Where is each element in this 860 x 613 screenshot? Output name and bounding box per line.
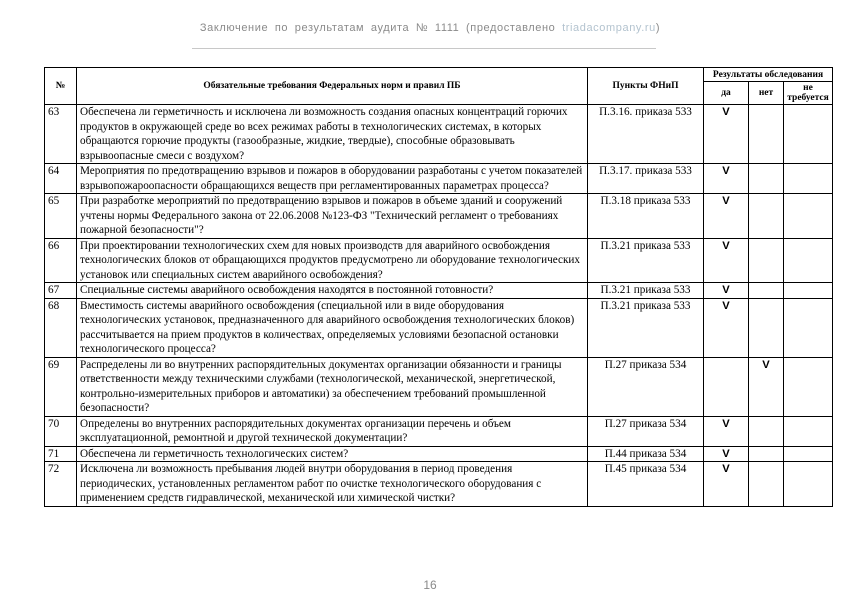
row-no-mark: [749, 298, 784, 357]
header-points: Пункты ФНиП: [588, 68, 704, 105]
row-number: 64: [45, 164, 77, 194]
row-point: П.3.21 приказа 533: [588, 283, 704, 299]
row-no-mark: [749, 416, 784, 446]
row-requirement: Мероприятия по предотвращению взрывов и пожаров в оборудовании разработаны с учетом показателей взрывопожароопасности обращающихся веществ при регламентированных параметрах процесса?: [77, 164, 588, 194]
row-yes-mark: V: [704, 283, 749, 299]
document-header: [0, 22, 860, 34]
row-not-required-mark: [784, 446, 833, 462]
header-requirement: Обязательные требования Федеральных норм и правил ПБ: [77, 68, 588, 105]
row-requirement: Распределены ли во внутренних распорядительных документах организации обязанности и границы ответственности между техническими службами (технологической, механической, энергетической, контрольно-измерительных приборов и автоматики) за обеспечением требований промышленной безопасности?: [77, 357, 588, 416]
page-number: 16: [423, 578, 437, 592]
table-row: [45, 283, 833, 299]
table-row: [45, 194, 833, 239]
row-number: 70: [45, 416, 77, 446]
row-number: 68: [45, 298, 77, 357]
row-point: П.27 приказа 534: [588, 416, 704, 446]
row-yes-mark: V: [704, 238, 749, 283]
row-point: П.3.17. приказа 533: [588, 164, 704, 194]
table-row: [45, 446, 833, 462]
table-row: [45, 105, 833, 164]
table-row: [45, 416, 833, 446]
table-row: [45, 164, 833, 194]
row-point: П.45 приказа 534: [588, 462, 704, 507]
header-num: №: [45, 68, 77, 105]
row-not-required-mark: [784, 283, 833, 299]
row-no-mark: [749, 194, 784, 239]
row-not-required-mark: [784, 164, 833, 194]
row-not-required-mark: [784, 194, 833, 239]
row-no-mark: [749, 105, 784, 164]
row-not-required-mark: [784, 105, 833, 164]
row-yes-mark: V: [704, 194, 749, 239]
row-requirement: Специальные системы аварийного освобождения находятся в постоянной готовности?: [77, 283, 588, 299]
row-no-mark: [749, 446, 784, 462]
header-no: нет: [749, 82, 784, 105]
table-row: [45, 357, 833, 416]
row-point: П.3.21 приказа 533: [588, 298, 704, 357]
row-number: 71: [45, 446, 77, 462]
header-title: Заключение по результатам аудита № 1111: [199, 22, 460, 34]
row-point: П.3.16. приказа 533: [588, 105, 704, 164]
row-requirement: При проектировании технологических схем для новых производств для аварийного освобождения технологических блоков от обращающихся продуктов предусмотрено ли оборудование технологических установок или специальных систем аварийного освобождения?: [77, 238, 588, 283]
requirements-table: [44, 67, 833, 507]
row-yes-mark: V: [704, 105, 749, 164]
row-not-required-mark: [784, 357, 833, 416]
row-point: П.3.18 приказа 533: [588, 194, 704, 239]
row-no-mark: V: [749, 357, 784, 416]
row-not-required-mark: [784, 462, 833, 507]
table-row: [45, 238, 833, 283]
row-no-mark: [749, 283, 784, 299]
row-yes-mark: V: [704, 462, 749, 507]
row-yes-mark: V: [704, 298, 749, 357]
row-number: 65: [45, 194, 77, 239]
row-yes-mark: [704, 357, 749, 416]
row-not-required-mark: [784, 238, 833, 283]
row-yes-mark: V: [704, 416, 749, 446]
row-number: 67: [45, 283, 77, 299]
row-yes-mark: V: [704, 164, 749, 194]
header-provided-prefix: (предоставлено: [466, 22, 556, 34]
row-point: П.27 приказа 534: [588, 357, 704, 416]
row-no-mark: [749, 238, 784, 283]
row-number: 69: [45, 357, 77, 416]
row-not-required-mark: [784, 298, 833, 357]
row-number: 63: [45, 105, 77, 164]
row-requirement: Исключена ли возможность пребывания людей внутри оборудования в период проведения периодических, установленных регламентом работ по очистке технологического оборудования с применением средств гидравлической, механической или химической чистки?: [77, 462, 588, 507]
row-number: 72: [45, 462, 77, 507]
header-provided-suffix: ): [655, 22, 661, 34]
row-point: П.3.21 приказа 533: [588, 238, 704, 283]
row-requirement: При разработке мероприятий по предотвращению взрывов и пожаров в объеме зданий и сооружений учтены нормы Федерального закона от 22.06.2008 №123-ФЗ "Технический регламент о требованиях пожарной безопасности"?: [77, 194, 588, 239]
row-number: 66: [45, 238, 77, 283]
row-no-mark: [749, 462, 784, 507]
header-yes: да: [704, 82, 749, 105]
row-not-required-mark: [784, 416, 833, 446]
header-results: Результаты обследования: [704, 68, 833, 82]
row-requirement: Вместимость системы аварийного освобождения (специальной или в виде оборудования технологических установок, предназначенного для аварийного освобождения технологических блоков) рассчитывается на прием продуктов в количествах, определяемых условиями безопасной остановки технологического процесса?: [77, 298, 588, 357]
header-site-link[interactable]: triadacompany.ru: [562, 22, 656, 34]
header-divider: [192, 48, 656, 49]
row-requirement: Определены во внутренних распорядительных документах организации перечень и объем эксплуатационной, ремонтной и другой технической документации?: [77, 416, 588, 446]
row-point: П.44 приказа 534: [588, 446, 704, 462]
row-yes-mark: V: [704, 446, 749, 462]
row-requirement: Обеспечена ли герметичность технологических систем?: [77, 446, 588, 462]
header-not-required: не требуется: [784, 82, 833, 105]
row-requirement: Обеспечена ли герметичность и исключена ли возможность создания опасных концентраций горючих продуктов в окружающей среде во всех режимах работы в технологических системах, в которых обращаются горючие продукты (газообразные, жидкие, твердые), способные образовывать взрывоопасные смеси с воздухом?: [77, 105, 588, 164]
table-row: [45, 298, 833, 357]
table-row: [45, 462, 833, 507]
row-no-mark: [749, 164, 784, 194]
